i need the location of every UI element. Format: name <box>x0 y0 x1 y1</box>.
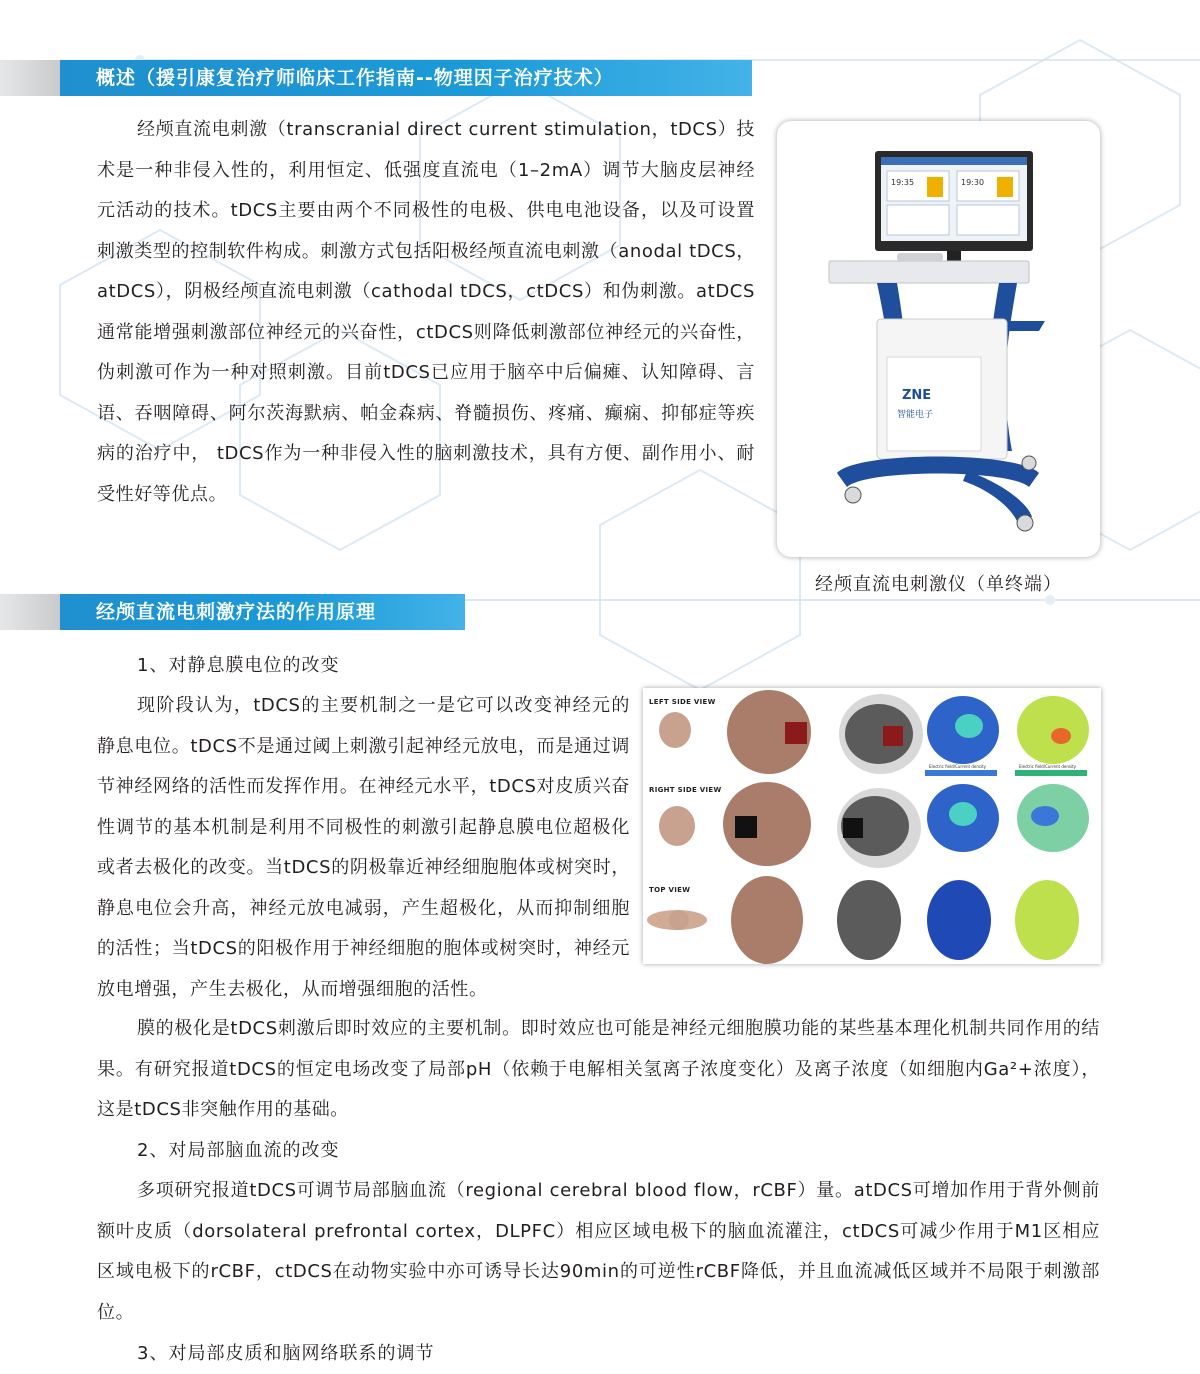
right-side-view-label: RIGHT SIDE VIEW <box>649 786 722 794</box>
device-caption: 经颅直流电刺激仪（单终端） <box>815 574 1062 595</box>
device-logo: ZNE <box>902 388 932 403</box>
overview-section-title: 概述（援引康复治疗师临床工作指南--物理因子治疗技术） <box>60 60 752 96</box>
item2-paragraph: 多项研究报道tDCS可调节局部脑血流（regional cerebral blood flow，rCBF）量。atDCS可增加作用于背外侧前额叶皮质（dorsolateral prefrontal cortex，DLPFC）相应区域电极下的脑血流灌注，ctDCS可减少作用于M1区相应区域电极下的rCBF，ctDCS在动物实验中亦可诱导长达90min的可逆性rCBF降低，并且血流减低区域并不局限于刺激部位。 <box>97 1180 1100 1323</box>
top-view-label: TOP VIEW <box>649 886 691 894</box>
tdcs-device-illustration <box>777 121 1100 557</box>
item1-paragraph-1 <box>97 686 1100 1010</box>
device-brand: 智能电子 <box>897 410 934 420</box>
item2-title: 2、对局部脑血流的改变 <box>137 1140 340 1161</box>
principle-section-title: 经颅直流电刺激疗法的作用原理 <box>60 594 465 630</box>
legend-text-2: Electric field/Current density <box>1019 764 1077 769</box>
item1-title: 1、对静息膜电位的改变 <box>137 655 340 676</box>
section-accent <box>0 594 60 630</box>
overview-paragraph: 经颅直流电刺激（transcranial direct current stimulation，tDCS）技术是一种非侵入性的，利用恒定、低强度直流电（1–2mA）调节大脑皮层神经元活动的技术。tDCS主要由两个不同极性的电极、供电电池设备，以及可设置刺激类型的控制软件构成。刺激方式包括阳极经颅直流电刺激（anodal tDCS，atDCS），阴极经颅直流电刺激（cathodal tDCS，ctDCS）和伪刺激。atDCS通常能增强刺激部位神经元的兴奋性，ctDCS则降低刺激部位神经元的兴奋性，伪刺激可作为一种对照刺激。目前tDCS已应用于脑卒中后偏瘫、认知障碍、言语、吞咽障碍、阿尔茨海默病、帕金森病、脊髓损伤、疼痛、癫痫、抑郁症等疾病的治疗中， tDCS作为一种非侵入性的脑刺激技术，具有方便、副作用小、耐受性好等优点。 <box>97 119 755 505</box>
item1-paragraph-1-text: 现阶段认为，tDCS的主要机制之一是它可以改变神经元的静息电位。tDCS不是通过阈上刺激引起神经元放电，而是通过调节神经网络的活性而发挥作用。在神经元水平，tDCS对皮质兴奋性调节的基本机制是利用不同极性的刺激引起静息膜电位超极化或者去极化的改变。当tDCS的阴极靠近神经细胞胞体或树突时，静息电位会升高，神经元放电减弱，产生超极化，从而抑制细胞的活性；当tDCS的阳极作用于神经细胞的胞体或树突时，神经元放电增强，产生去极化，从而增强细胞的活性。 <box>97 695 630 1000</box>
figure-spacer <box>630 686 1100 969</box>
screen-time-1: 19:35 <box>891 178 915 187</box>
item3-title: 3、对局部皮质和脑网络联系的调节 <box>137 1343 435 1364</box>
section-accent <box>0 60 60 96</box>
screen-time-2: 19:30 <box>961 178 985 187</box>
device-photo <box>777 121 1100 557</box>
legend-text-1: Electric field/Current density <box>929 764 987 769</box>
item1-paragraph-2: 膜的极化是tDCS刺激后即时效应的主要机制。即时效应也可能是神经元细胞膜功能的某些基本理化机制共同作用的结果。有研究报道tDCS的恒定电场改变了局部pH（依赖于电解相关氢离子浓度变化）及离子浓度（如细胞内Ga²+浓度），这是tDCS非突触作用的基础。 <box>97 1018 1100 1120</box>
left-side-view-label: LEFT SIDE VIEW <box>649 698 716 706</box>
